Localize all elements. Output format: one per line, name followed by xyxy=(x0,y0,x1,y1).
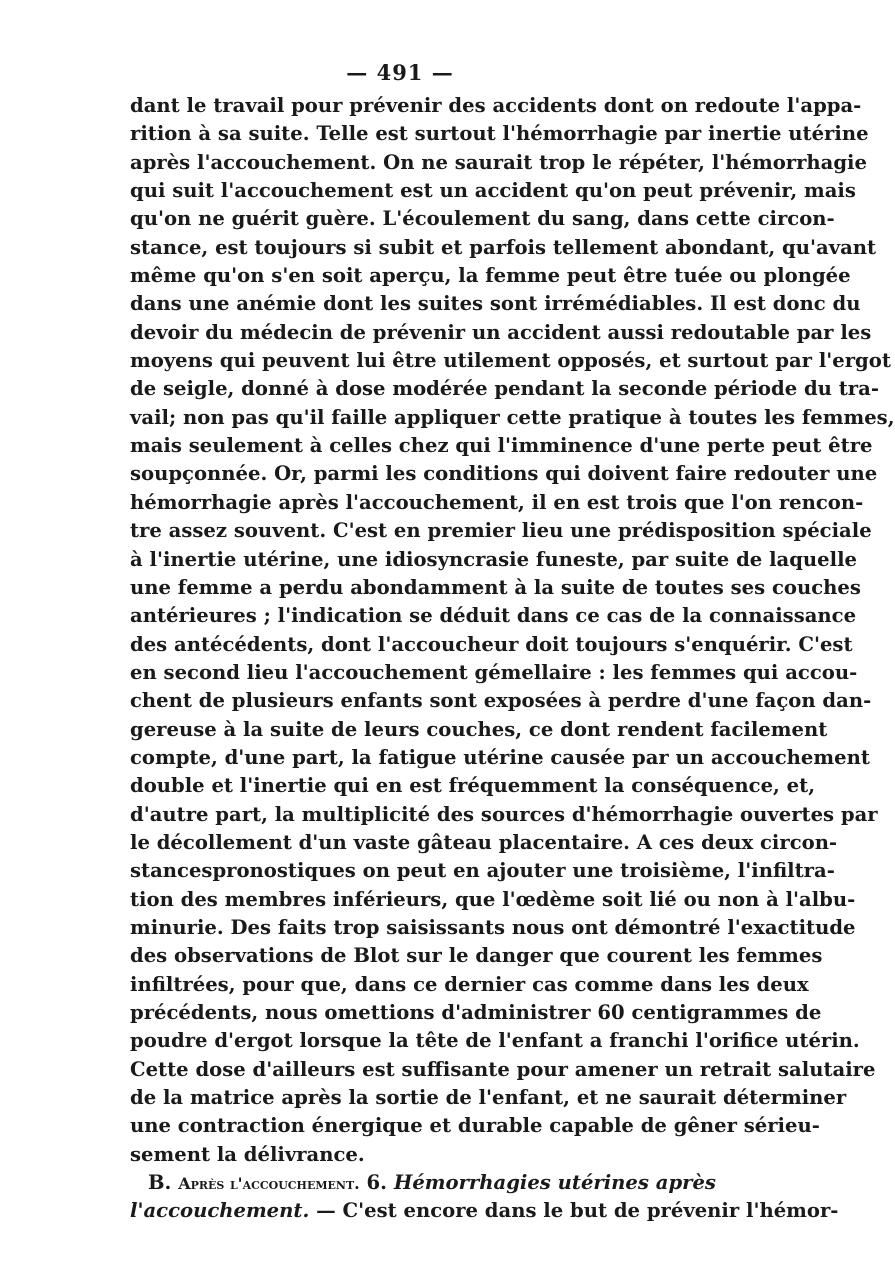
text-line: soupçonnée. Or, parmi les conditions qui doivent faire redouter une xyxy=(130,462,878,486)
section-number: 6. xyxy=(366,1171,387,1195)
section-heading-line xyxy=(130,1169,716,1197)
text-line: de seigle, donné à dose modérée pendant la seconde période du tra- xyxy=(130,377,879,401)
text-line: précédents, nous omettions d'administrer 60 centigrammes de xyxy=(130,1001,822,1024)
page-number: — 491 — xyxy=(346,60,454,85)
text-line: dans une anémie dont les suites sont irrémédiables. Il est donc du xyxy=(130,292,861,316)
text-line: double et l'inertie qui en est fréquemment la conséquence, et, xyxy=(130,774,816,798)
text-line: des antécédents, dont l'accoucheur doit toujours s'enquérir. C'est xyxy=(130,632,853,656)
text-line: de la matrice après la sortie de l'enfant, et ne saurait déterminer xyxy=(130,1086,847,1110)
text-line: une contraction énergique et durable capable de gêner sérieu- xyxy=(130,1114,820,1138)
text-line: sement la délivrance. xyxy=(130,1142,365,1166)
text-line: tion des membres inférieurs, que l'œdème soit lié ou non à l'albu- xyxy=(130,887,856,911)
text-line: stance, est toujours si subit et parfois tellement abondant, qu'avant xyxy=(130,235,877,259)
text-line: rition à sa suite. Telle est surtout l'hémorrhagie par inertie utérine xyxy=(130,122,869,146)
text-line: d'autre part, la multiplicité des sources d'hémorrhagie ouvertes par xyxy=(130,802,878,826)
text-line: vail; non pas qu'il faille appliquer cette pratique à toutes les femmes, xyxy=(130,405,895,429)
text-line: infiltrées, pour que, dans ce dernier cas comme dans les deux xyxy=(130,972,809,996)
text-line: compte, d'une part, la fatigue utérine causée par un accouchement xyxy=(130,745,870,769)
text-line: dant le travail pour prévenir des accidents dont on redoute l'appa- xyxy=(130,94,862,117)
text-line: tre assez souvent. C'est en premier lieu une prédisposition spéciale xyxy=(130,519,872,543)
section-continuation-line xyxy=(130,1197,839,1225)
text-line: à l'inertie utérine, une idiosyncrasie funeste, par suite de laquelle xyxy=(130,547,857,571)
text-line: après l'accouchement. On ne saurait trop le répéter, l'hémorrhagie xyxy=(130,150,867,174)
section-label: B. xyxy=(148,1171,172,1195)
text-line: qui suit l'accouchement est un accident qu'on peut prévenir, mais xyxy=(130,179,856,203)
text-line: une femme a perdu abondamment à la suite de toutes ses couches xyxy=(130,575,861,599)
text-line: moyens qui peuvent lui être utilement opposés, et surtout par l'ergot xyxy=(130,349,891,373)
section-title: Hémorrhagies utérines après xyxy=(393,1171,716,1195)
text-line: qu'on ne guérit guère. L'écoulement du sang, dans cette circon- xyxy=(130,207,835,231)
text-line: en second lieu l'accouchement gémellaire : les femmes qui accou- xyxy=(130,660,858,684)
text-line: mais seulement à celles chez qui l'imminence d'une perte peut être xyxy=(130,434,873,458)
text-line: gereuse à la suite de leurs couches, ce dont rendent facilement xyxy=(130,717,828,741)
section-text: — C'est encore dans le but de prévenir l'hémor- xyxy=(309,1199,839,1223)
text-line: antérieures ; l'indication se déduit dans ce cas de la connaissance xyxy=(130,604,857,628)
text-line: le décollement d'un vaste gâteau placentaire. A ces deux circon- xyxy=(130,830,838,854)
text-line: chent de plusieurs enfants sont exposées à perdre d'une façon dan- xyxy=(130,689,872,713)
section-title-continued: l'accouchement. xyxy=(130,1199,310,1223)
body-text xyxy=(130,92,895,1226)
text-line: stancespronostiques on peut en ajouter une troisième, l'infiltra- xyxy=(130,859,835,883)
text-line: hémorrhagie après l'accouchement, il en est trois que l'on rencon- xyxy=(130,490,864,514)
text-line: poudre d'ergot lorsque la tête de l'enfant a franchi l'orifice utérin. xyxy=(130,1029,860,1053)
text-line: même qu'on s'en soit aperçu, la femme peut être tuée ou plongée xyxy=(130,264,851,288)
section-heading: Après l'accouchement. xyxy=(178,1174,360,1194)
text-line: minurie. Des faits trop saisissants nous ont démontré l'exactitude xyxy=(130,915,856,939)
text-line: des observations de Blot sur le danger que courent les femmes xyxy=(130,944,823,968)
text-line: devoir du médecin de prévenir un accident aussi redoutable par les xyxy=(130,320,872,344)
text-line: Cette dose d'ailleurs est suffisante pour amener un retrait salutaire xyxy=(130,1057,876,1081)
